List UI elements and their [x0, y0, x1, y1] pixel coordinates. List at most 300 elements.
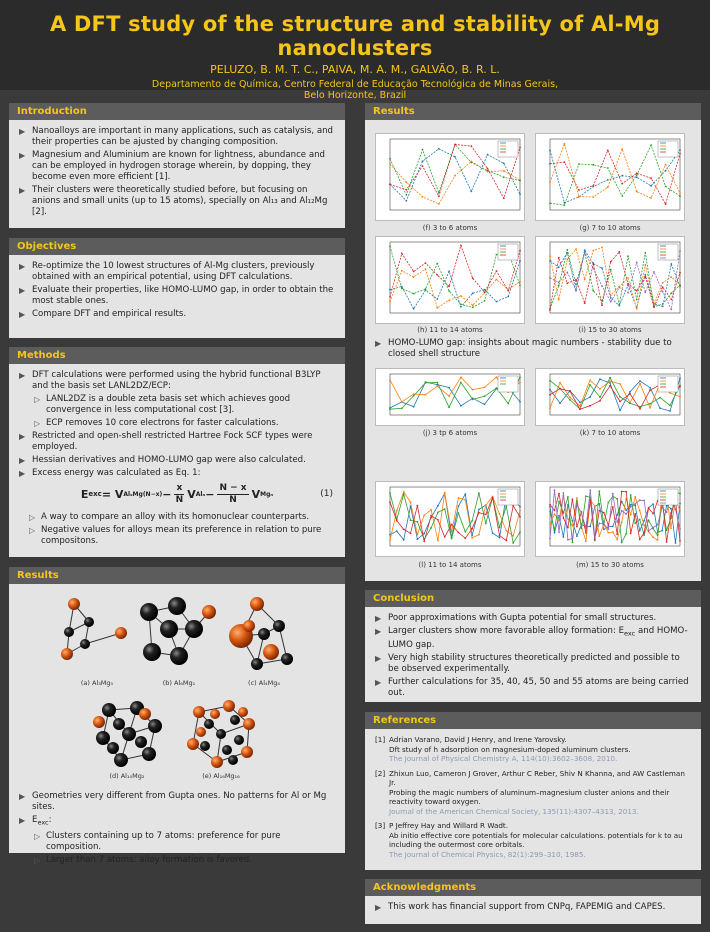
plot-point [603, 529, 605, 531]
results-item-1: ▶ Geometries very different from Gupta ones. No patterns for Al or Mg sites. [19, 791, 335, 813]
plot-point [599, 396, 601, 398]
plot-point [549, 202, 551, 204]
plot-point [592, 196, 594, 198]
plot-point [413, 406, 415, 408]
plot-point [572, 525, 574, 527]
plot-point [403, 529, 405, 531]
plot-point [609, 377, 611, 379]
plot-point [512, 505, 514, 507]
plot-point [496, 254, 498, 256]
plot-point [616, 539, 618, 541]
plot-point [472, 399, 474, 401]
plot-point [436, 307, 438, 309]
plot-point [662, 303, 664, 305]
plot-point [589, 384, 591, 386]
plot-point [448, 387, 450, 389]
caption-k: (k) 7 to 10 atoms [579, 429, 641, 437]
affiliation [0, 79, 710, 101]
reference-3: [3] P Jeffrey Hay and Willard R Wadt. Ab initio effective core potentials for molecular calculations. potentials for k to au including the outermost core orbitals. The Journal of Chemical Physics, 82(1):299–310, 1985. [375, 821, 683, 859]
methods-sub-4: ▷ Negative values for alloys mean its preference in relation to pure compositons. [29, 525, 335, 547]
plot-point [507, 403, 509, 405]
plot-point [576, 497, 578, 499]
plot-point [471, 520, 473, 522]
plot-point [619, 401, 621, 403]
conclusion-heading: Conclusion [365, 590, 701, 607]
plot-point [519, 506, 521, 508]
plot-point [460, 376, 462, 378]
plot-point [438, 148, 440, 150]
excess-energy-equation: E exc = V AlₓMg(N−x) − $\frac{x}{N}$ V Alₙ − $\frac{N - x}{N}$ V Mgₙ (1) [80, 483, 333, 505]
methods-item-2: ▶ Restricted and open-shell restricted Hartree Fock SCF types were employed. [19, 431, 335, 453]
plot-point [410, 501, 412, 503]
plot-point [639, 408, 641, 410]
plot-point [505, 540, 507, 542]
plot-point [499, 527, 501, 529]
plot-point [499, 535, 501, 537]
plot-point [554, 529, 556, 531]
plot-point [670, 512, 672, 514]
plot-point [499, 537, 501, 539]
plot-point [423, 514, 425, 516]
plot-point [662, 282, 664, 284]
plot-point [585, 532, 587, 534]
plot-point [616, 521, 618, 523]
plot-point [401, 401, 403, 403]
plot-point [576, 500, 578, 502]
plot-point [471, 537, 473, 539]
plot-point [496, 376, 498, 378]
plot-point [549, 389, 551, 391]
plot-point [636, 308, 638, 310]
plot-point [679, 510, 681, 512]
plot-point [599, 400, 601, 402]
plot-point [599, 388, 601, 390]
plot-point [558, 257, 560, 259]
plot-point [436, 263, 438, 265]
plot-point [507, 296, 509, 298]
plot-point [512, 542, 514, 544]
plot-point [679, 284, 681, 286]
plot-point [519, 250, 521, 252]
plot-point [584, 251, 586, 253]
plot-point [652, 513, 654, 515]
plot-point [460, 306, 462, 308]
plot-point [478, 512, 480, 514]
plot-point [558, 493, 560, 495]
plot-point [389, 501, 391, 503]
plot-point [425, 262, 427, 264]
reference-2: [2] Zhixun Luo, Cameron J Grover, Arthur C Reber, Shiv N Khanna, and AW Castleman Jr. Probing the magic numbers of aluminum–magnesium cluster anions and their reactivity toward oxygen. Journal of the American Chemical Society, 135(11):4307–4313, 2013. [375, 768, 685, 816]
acknowledgments-block [365, 879, 701, 924]
plot-point [665, 186, 667, 188]
plot-point [644, 291, 646, 293]
plot-point [499, 513, 501, 515]
cluster-d-structure [93, 701, 162, 767]
plot-point [436, 298, 438, 300]
plot-point [405, 189, 407, 191]
plot-point [652, 536, 654, 538]
plot-point [625, 509, 627, 511]
plot-point [585, 540, 587, 542]
plot-point [657, 524, 659, 526]
plot-point [652, 527, 654, 529]
plot-point [567, 539, 569, 541]
plot-point [657, 539, 659, 541]
plot-point [679, 396, 681, 398]
plot-point [451, 538, 453, 540]
plot-point [563, 492, 565, 494]
plot-point [594, 505, 596, 507]
plot-point [661, 530, 663, 532]
plot-point [396, 520, 398, 522]
plot-point [636, 299, 638, 301]
plot-point [430, 509, 432, 511]
results-sub-1: ▷ Clusters containing up to 7 atoms: preference for pure composition. [34, 831, 335, 853]
plot-point [549, 149, 551, 151]
plot-point [653, 271, 655, 273]
plot-point [601, 285, 603, 287]
plot-point [584, 279, 586, 281]
plot-point [592, 262, 594, 264]
introduction-heading: Introduction [9, 103, 345, 120]
caption-c: (c) Al₄Mg₄ [248, 679, 280, 687]
affiliation-line-2: Belo Horizonte, Brazil [303, 90, 407, 101]
plot-point [448, 395, 450, 397]
plot-point [679, 378, 681, 380]
caption-j: (j) 3 tp 6 atoms [422, 429, 478, 437]
poster-header [0, 0, 710, 101]
plot-point [636, 191, 638, 193]
plot-point [669, 392, 671, 394]
plot-point [423, 533, 425, 535]
plot-point [566, 282, 568, 284]
plot-point [579, 408, 581, 410]
plot-series-line [390, 261, 520, 309]
plot-point [634, 496, 636, 498]
plot-point [639, 510, 641, 512]
plot-point [549, 255, 551, 257]
plot-point [389, 534, 391, 536]
plot-point [662, 286, 664, 288]
plot-point [549, 504, 551, 506]
plot-point [549, 309, 551, 311]
chart-j [375, 368, 525, 426]
plot-point [405, 194, 407, 196]
plot-point [648, 530, 650, 532]
plot-point [618, 303, 620, 305]
plot-point [601, 247, 603, 249]
conclusion-item-3: ▶ Very high stability structures theoretically predicted and possible to be observed experimentally. [375, 653, 691, 675]
plot-point [607, 528, 609, 530]
plot-point [554, 532, 556, 534]
plot-point [389, 492, 391, 494]
plot-point [425, 288, 427, 290]
homo-lumo-bullet: ▶ HOMO-LUMO gap: insights about magic numbers - stability due to closed shell structure [375, 338, 691, 360]
plot-point [422, 196, 424, 198]
plot-point [464, 531, 466, 533]
caption-b: (b) Al₆Mg₁ [162, 679, 196, 687]
plot-point [585, 527, 587, 529]
plot-point [630, 533, 632, 535]
plot-point [451, 524, 453, 526]
plot-point [616, 498, 618, 500]
plot-point [584, 249, 586, 251]
plot-point [559, 402, 561, 404]
plot-point [594, 538, 596, 540]
plot-point [598, 523, 600, 525]
plot-point [458, 505, 460, 507]
plot-point [503, 170, 505, 172]
plot-point [575, 279, 577, 281]
plot-point [563, 517, 565, 519]
plot-point [679, 250, 681, 252]
objective-item-1: ▶ Re-optimize the 10 lowest structures of Al-Mg clusters, previously obtained with an empirical potential, using DFT calculations. [19, 261, 335, 283]
plot-point [589, 525, 591, 527]
plot-point [621, 195, 623, 197]
plot-point [650, 177, 652, 179]
plot-point [572, 537, 574, 539]
caption-d: (d) Al₁₀Mg₂ [109, 772, 145, 780]
plot-point [616, 533, 618, 535]
plot-point [607, 532, 609, 534]
plot-point [576, 535, 578, 537]
objective-item-2: ▶ Evaluate their properties, like HOMO-LUMO gap, in order to obtain the most stable ones. [19, 285, 335, 307]
plot-point [389, 408, 391, 410]
plot-point [417, 534, 419, 536]
plot-point [519, 285, 521, 287]
intro-item-2: ▶ Magnesium and Aluminium are known for lightness, abundance and can be employed in hydrogen storage wherein, by dopping, they become even more efficient [1]. [19, 150, 335, 183]
plot-point [492, 497, 494, 499]
plot-point [576, 526, 578, 528]
reference-1: [1] Adrian Varano, David J Henry, and Irene Yarovsky. Dft study of h adsorption on magnesium-doped aluminum clusters. The Journal of Physical Chemistry A, 114(10):3602–3608, 2010. [375, 735, 631, 763]
plot-point [679, 192, 681, 194]
plot-point [472, 307, 474, 309]
plot-point [639, 499, 641, 501]
plot-point [592, 250, 594, 252]
plot-point [389, 163, 391, 165]
plot-point [649, 387, 651, 389]
plot-point [567, 518, 569, 520]
plot-point [425, 394, 427, 396]
plot-point [619, 410, 621, 412]
plot-point [401, 253, 403, 255]
plot-point [549, 523, 551, 525]
plot-point [629, 402, 631, 404]
plot-point [558, 501, 560, 503]
plot-point [549, 394, 551, 396]
plot-point [389, 158, 391, 160]
plot-point [609, 382, 611, 384]
plot-point [589, 489, 591, 491]
plot-point [503, 197, 505, 199]
plot-point [437, 511, 439, 513]
plot-point [484, 395, 486, 397]
plot-point [519, 516, 521, 518]
plot-point [575, 283, 577, 285]
plot-point [643, 520, 645, 522]
plot-point [627, 277, 629, 279]
plot-point [578, 196, 580, 198]
plot-point [675, 508, 677, 510]
plot-point [389, 289, 391, 291]
plot-point [670, 308, 672, 310]
caption-h: (h) 11 to 14 atoms [417, 326, 483, 334]
plot-point [599, 378, 601, 380]
plot-point [430, 515, 432, 517]
plot-point [639, 383, 641, 385]
methods-block [9, 347, 345, 557]
plot-point [601, 304, 603, 306]
plot-point [625, 513, 627, 515]
plot-point [649, 403, 651, 405]
plot-point [559, 382, 561, 384]
plot-point [422, 165, 424, 167]
plot-point [564, 204, 566, 206]
plot-point [634, 522, 636, 524]
plot-point [607, 150, 609, 152]
plot-point [679, 540, 681, 542]
plot-point [575, 289, 577, 291]
plot-point [598, 510, 600, 512]
plot-point [437, 540, 439, 542]
plot-point [629, 391, 631, 393]
caption-e: (e) Al₁₆Mg₁₆ [202, 772, 240, 780]
plot-point [405, 181, 407, 183]
plot-point [639, 539, 641, 541]
methods-sub-3: ▷ A way to compare an alloy with its homonuclear counterparts. [29, 512, 335, 523]
introduction-block [9, 103, 345, 228]
plot-point [670, 292, 672, 294]
plot-point [607, 186, 609, 188]
plot-point [636, 262, 638, 264]
methods-item-1 [19, 370, 335, 429]
chart-f [375, 133, 525, 221]
plot-point [659, 407, 661, 409]
plot-point [413, 308, 415, 310]
plot-point [472, 304, 474, 306]
plot-point [630, 514, 632, 516]
plot-point [618, 287, 620, 289]
plot-point [396, 530, 398, 532]
plot-point [650, 144, 652, 146]
plot-point [436, 382, 438, 384]
plot-point [566, 272, 568, 274]
plot-point [564, 161, 566, 163]
plot-point [423, 540, 425, 542]
plot-point [579, 402, 581, 404]
plot-point [569, 390, 571, 392]
plot-point [639, 519, 641, 521]
caption-i: (i) 15 to 30 atoms [578, 326, 642, 334]
plot-point [464, 537, 466, 539]
plot-point [485, 514, 487, 516]
methods-heading: Methods [9, 347, 345, 364]
plot-point [425, 382, 427, 384]
plot-point [659, 397, 661, 399]
plot-point [612, 525, 614, 527]
plot-point [619, 396, 621, 398]
plot-point [451, 531, 453, 533]
plot-point [549, 163, 551, 165]
plot-point [389, 296, 391, 298]
plot-point [425, 268, 427, 270]
plot-point [458, 512, 460, 514]
plot-point [649, 407, 651, 409]
plot-point [627, 283, 629, 285]
cluster-b-structure [140, 597, 216, 665]
plot-point [437, 519, 439, 521]
plot-point [485, 504, 487, 506]
plot-point [581, 512, 583, 514]
plot-point [627, 292, 629, 294]
plot-point [621, 510, 623, 512]
plot-point [405, 200, 407, 202]
plot-point [512, 535, 514, 537]
plot-point [675, 542, 677, 544]
plot-point [670, 299, 672, 301]
plot-point [598, 503, 600, 505]
methods-item-3: ▶ Hessian derivatives and HOMO-LUMO gap were also calculated. [19, 455, 335, 466]
cluster-a-structure [61, 598, 127, 660]
plot-point [558, 520, 560, 522]
plot-point [610, 301, 612, 303]
plot-point [472, 292, 474, 294]
plot-point [519, 401, 521, 403]
plot-point [566, 249, 568, 251]
results-right-block [365, 103, 701, 581]
plot-point [454, 144, 456, 146]
plot-point [644, 252, 646, 254]
plot-point [413, 293, 415, 295]
plot-point [670, 276, 672, 278]
plot-point [438, 196, 440, 198]
plot-point [612, 493, 614, 495]
plot-point [448, 290, 450, 292]
plot-point [666, 511, 668, 513]
plot-point [558, 266, 560, 268]
plot-point [389, 301, 391, 303]
references-heading: References [365, 712, 701, 729]
plot-point [607, 502, 609, 504]
plot-point [485, 523, 487, 525]
plot-point [592, 290, 594, 292]
plot-point [484, 404, 486, 406]
plot-point [598, 535, 600, 537]
caption-m: (m) 15 to 30 atoms [576, 561, 644, 569]
poster-title: A DFT study of the structure and stability of Al-Mg nanoclusters [49, 12, 661, 60]
plot-point [496, 301, 498, 303]
plot-point [610, 297, 612, 299]
plot-point [625, 491, 627, 493]
plot-point [607, 179, 609, 181]
plot-point [650, 185, 652, 187]
plot-point [578, 189, 580, 191]
plot-point [634, 513, 636, 515]
objective-item-3: ▶ Compare DFT and empirical results. [19, 309, 335, 320]
plot-point [396, 510, 398, 512]
plot-point [389, 379, 391, 381]
plot-point [505, 505, 507, 507]
plot-point [430, 527, 432, 529]
plot-point [679, 153, 681, 155]
plot-point [584, 302, 586, 304]
plot-point [403, 539, 405, 541]
caption-l: (l) 11 to 14 atoms [418, 561, 482, 569]
plot-point [630, 494, 632, 496]
plot-point [464, 493, 466, 495]
plot-point [444, 492, 446, 494]
plot-point [666, 541, 668, 543]
